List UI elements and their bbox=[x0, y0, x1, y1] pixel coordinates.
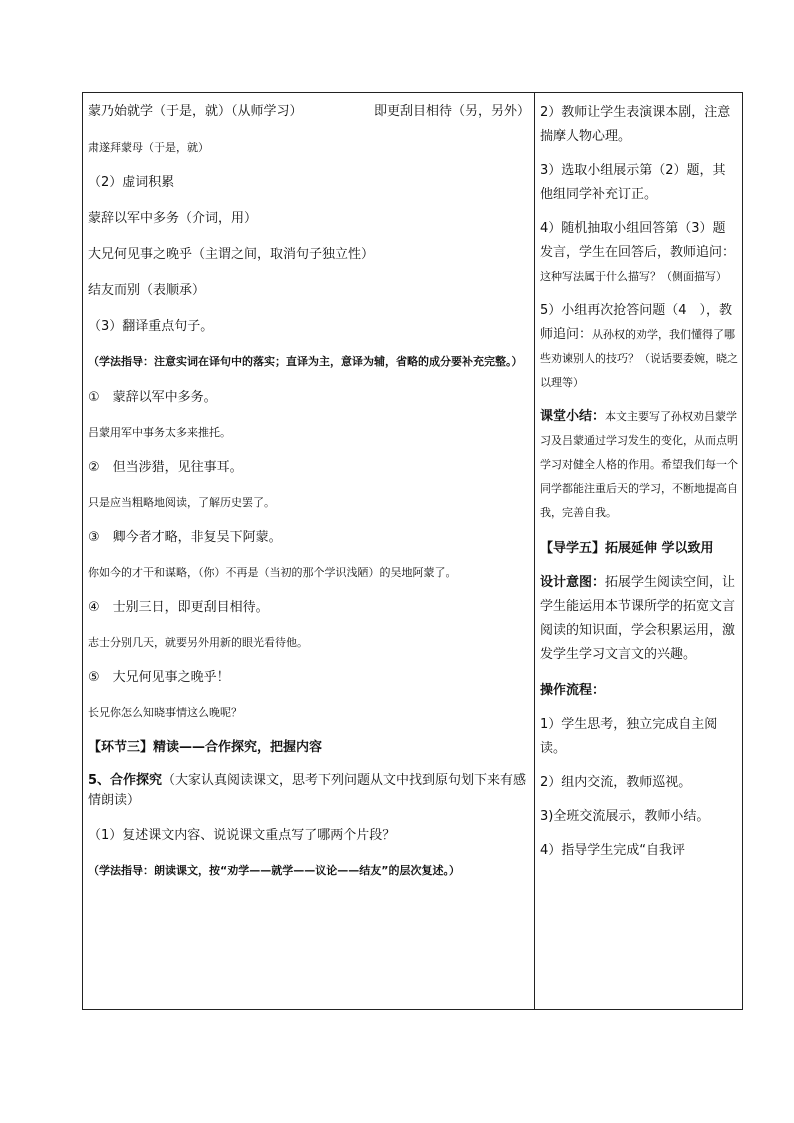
right-line-13: 2）组内交流，教师巡视。 bbox=[540, 775, 692, 790]
right-column bbox=[540, 95, 738, 863]
right-line-0: 2）教师让学生表演课本剧，注意揣摩人物心理。 bbox=[540, 105, 731, 144]
left-line-1: （2）虚词积累 bbox=[88, 175, 175, 190]
summary-label: 课堂小结： bbox=[540, 409, 606, 424]
column-divider bbox=[534, 92, 535, 1010]
left-line-11: ③ 卿今者才略，非复吴下阿蒙。 bbox=[88, 530, 282, 545]
right-line-2b: 这种写法属于什么描写？（侧面描写） bbox=[540, 270, 727, 283]
left-line-10: 只是应当粗略地阅读，了解历史罢了。 bbox=[88, 496, 275, 509]
left-line-0: 肃遂拜蒙母（于是，就） bbox=[88, 141, 209, 154]
left-line-6: （学法指导：注意实词在译句中的落实；直译为主，意译为辅，省略的成分要补充完整。） bbox=[88, 355, 523, 368]
right-line-2 bbox=[540, 217, 738, 289]
guide-five-heading: 【导学五】拓展延伸 学以致用 bbox=[540, 541, 714, 556]
left-row1 bbox=[88, 103, 530, 121]
left-column bbox=[88, 95, 530, 880]
inquiry-body: （大家认真阅读课文，思考下列问题从文中找到原句划下来有感情朗读） bbox=[88, 773, 527, 808]
right-line-15: 4）指导学生完成“自我评 bbox=[540, 843, 686, 858]
left-line-9: ② 但当涉猎，见往事耳。 bbox=[88, 460, 243, 475]
right-line-1: 3）选取小组展示第（2）题，其他组同学补充订正。 bbox=[540, 163, 726, 202]
right-line-4 bbox=[540, 299, 738, 395]
left-line-21: （学法指导：朗读课文，按“劝学——就学——议论——结友”的层次复述。） bbox=[88, 864, 460, 877]
left-line-15: ⑤ 大兄何见事之晚乎！ bbox=[88, 670, 230, 685]
design-label: 设计意图： bbox=[540, 575, 606, 590]
right-line-4b: 从孙权的劝学，我们懂得了哪些劝谏别人的技巧？（说话要委婉，晓之以理等） bbox=[540, 328, 738, 389]
left-line-3: 大兄何见事之晚乎（主谓之间，取消句子独立性） bbox=[88, 247, 375, 262]
right-line-14: 3)全班交流展示，教师小结。 bbox=[540, 809, 710, 824]
inquiry-title: 5、合作探究 bbox=[88, 773, 163, 788]
design-intent bbox=[540, 571, 738, 667]
left-line-8: 吕蒙用军中事务太多来推托。 bbox=[88, 426, 231, 439]
section-heading: 【环节三】精读——合作探究，把握内容 bbox=[88, 740, 323, 755]
left-line-20: （1）复述课文内容、说说课文重点写了哪两个片段？ bbox=[88, 828, 396, 843]
left-line-13: ④ 士别三日，即更刮目相待。 bbox=[88, 600, 269, 615]
summary-text: 本文主要写了孙权劝吕蒙学习及吕蒙通过学习发生的变化，从而点明学习对健全人格的作用。希望我们每一个同学都能注重后天的学习，不断地提高自我，完善自我。 bbox=[540, 410, 738, 519]
left-line-16: 长兄你怎么知晓事情这么晚呢？ bbox=[88, 706, 242, 719]
left-line-12: 你如今的才干和谋略，（你）不再是（当初的那个学识浅陋）的吴地阿蒙了。 bbox=[88, 566, 457, 579]
row1-left: 蒙乃始就学（于是，就）（从师学习） bbox=[88, 104, 303, 119]
left-line-7: ① 蒙辞以军中多务。 bbox=[88, 390, 217, 405]
right-line-12: 1）学生思考，独立完成自主阅读。 bbox=[540, 717, 718, 756]
left-line-2: 蒙辞以军中多务（介词，用） bbox=[88, 211, 258, 226]
right-line-2a: 4）随机抽取小组回答第（3）题发言，学生在回答后，教师追问： bbox=[540, 221, 736, 260]
design-text: 拓展学生阅读空间，让学生能运用本节课所学的拓宽文言阅读的知识面，学会积累运用，激发学生学习文言文的兴趣。 bbox=[540, 575, 736, 662]
cooperative-inquiry bbox=[88, 771, 530, 811]
left-line-4: 结友而别（表顺承） bbox=[88, 283, 206, 298]
left-line-5: （3）翻译重点句子。 bbox=[88, 319, 214, 334]
row1-right: 即更刮目相待（另，另外） bbox=[373, 104, 530, 119]
process-heading: 操作流程： bbox=[540, 683, 606, 698]
right-line-4a: 5）小组再次抢答问题（4 ），教师追问： bbox=[540, 303, 733, 342]
class-summary bbox=[540, 405, 738, 525]
left-line-14: 志士分别几天，就要另外用新的眼光看待他。 bbox=[88, 636, 308, 649]
